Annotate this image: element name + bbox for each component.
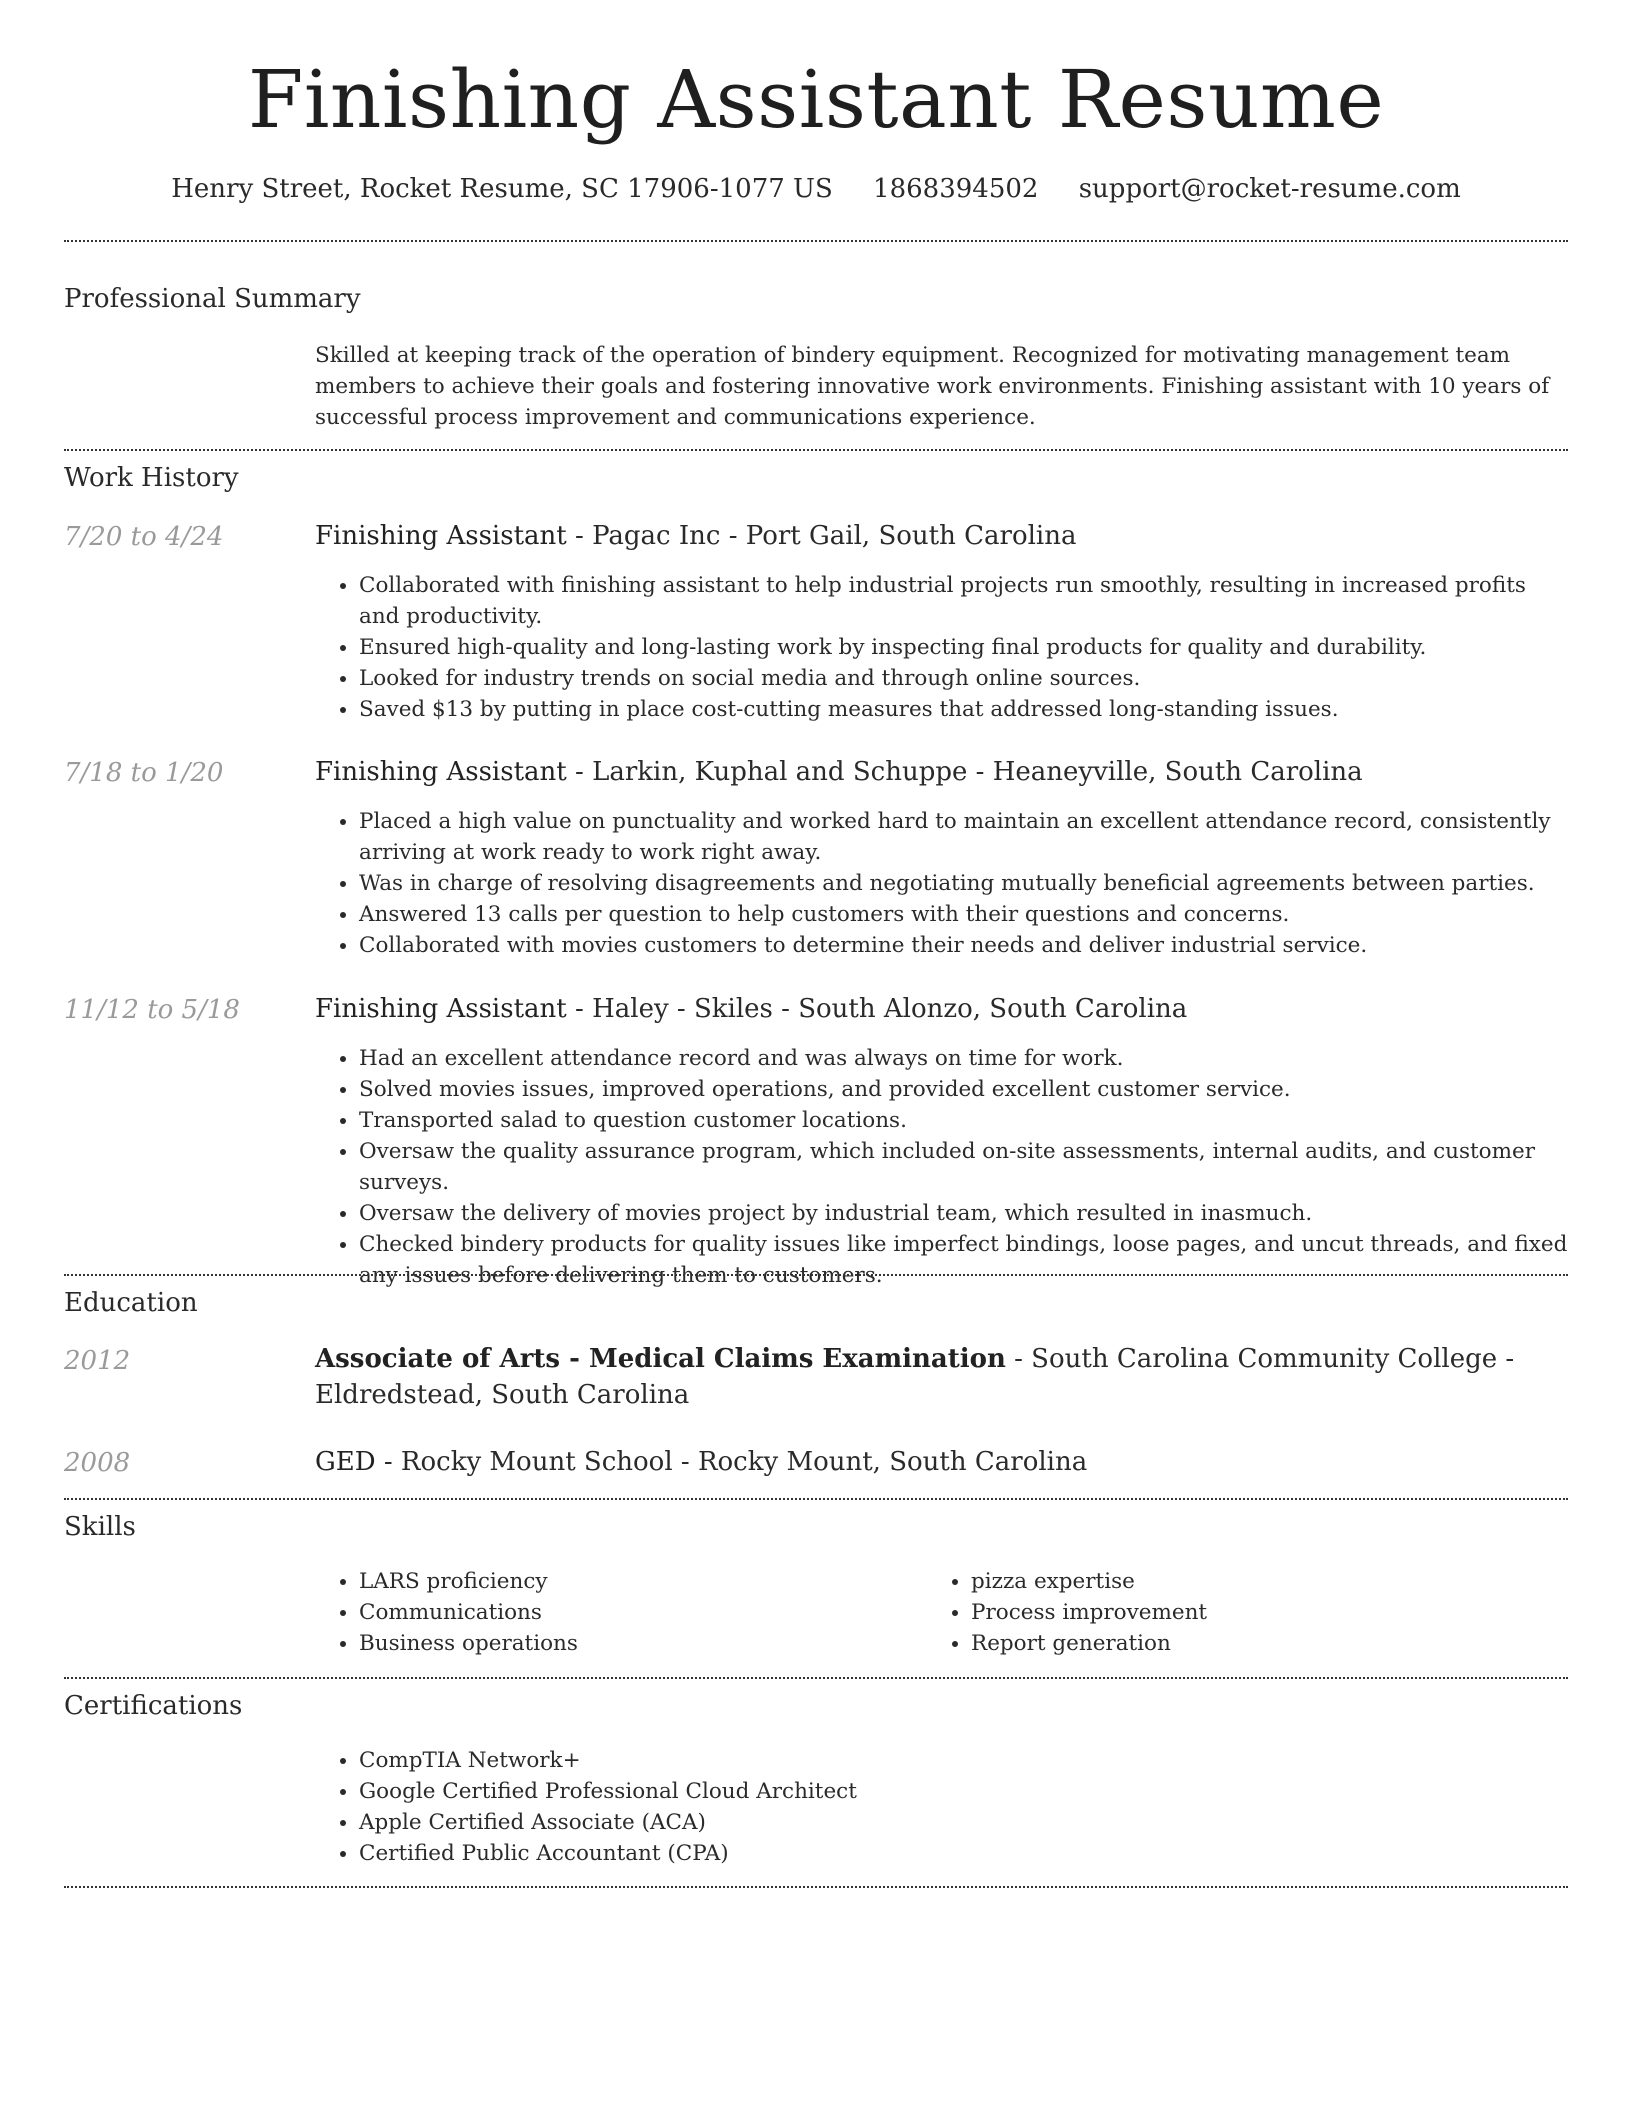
list-item: • Was in charge of resolving disagreements and negotiating mutually beneficial agreements between parties. xyxy=(359,868,1568,899)
job-dates: 7/18 to 1/20 xyxy=(64,758,224,788)
list-item: • pizza expertise xyxy=(971,1566,1568,1597)
list-item: • Oversaw the quality assurance program, which included on-site assessments, internal audits, and customer surveys. xyxy=(359,1136,1568,1198)
certifications-list xyxy=(315,1745,1568,1869)
summary-heading: Professional Summary xyxy=(64,284,361,314)
list-item: • Report generation xyxy=(971,1628,1568,1659)
contact-line xyxy=(0,172,1632,206)
list-item: • Looked for industry trends on social media and through online sources. xyxy=(359,663,1568,694)
list-item: • Transported salad to question customer locations. xyxy=(359,1105,1568,1136)
education-entry xyxy=(315,1341,1568,1413)
divider xyxy=(64,1886,1568,1888)
list-item: • Collaborated with finishing assistant to help industrial projects run smoothly, resulting in increased profits and productivity. xyxy=(359,570,1568,632)
list-item: • Saved $13 by putting in place cost-cutting measures that addressed long-standing issues. xyxy=(359,694,1568,725)
education-degree: Associate of Arts - Medical Claims Examination xyxy=(315,1344,1006,1374)
list-item: • LARS proficiency xyxy=(359,1566,925,1597)
list-item: • Apple Certified Associate (ACA) xyxy=(359,1807,1568,1838)
resume-title: Finishing Assistant Resume xyxy=(247,53,1385,146)
job-position: Finishing Assistant xyxy=(315,521,567,551)
education-year: 2012 xyxy=(64,1346,131,1376)
work-history-heading: Work History xyxy=(64,463,239,493)
list-item: • Process improvement xyxy=(971,1597,1568,1628)
job-title: Finishing Assistant - Larkin, Kuphal and Schuppe - Heaneyville, South Carolina xyxy=(315,757,1363,787)
education-school: - Rocky Mount School - Rocky Mount, South Carolina xyxy=(375,1447,1088,1477)
list-item: • Certified Public Accountant (CPA) xyxy=(359,1838,1568,1869)
job-dates: 11/12 to 5/18 xyxy=(64,995,240,1025)
list-item: • Placed a high value on punctuality and worked hard to maintain an excellent attendance record, consistently arriving at work ready to work right away. xyxy=(359,806,1568,868)
job-employer: Larkin, Kuphal and Schuppe xyxy=(592,757,968,787)
job-title: Finishing Assistant - Haley - Skiles - South Alonzo, South Carolina xyxy=(315,994,1188,1024)
job-location: Port Gail, South Carolina xyxy=(745,521,1077,551)
job-employer: Pagac Inc xyxy=(592,521,721,551)
summary-text: Skilled at keeping track of the operation of bindery equipment. Recognized for motivating management team members to achieve their goals and fostering innovative work environments. Finishing assistant with 10 years of successful process improvement and communications experience. xyxy=(315,343,1550,430)
address: Henry Street, Rocket Resume, SC 17906-1077 US xyxy=(171,174,833,204)
job-position: Finishing Assistant xyxy=(315,757,567,787)
list-item: • Answered 13 calls per question to help customers with their questions and concerns. xyxy=(359,899,1568,930)
list-item: • Collaborated with movies customers to determine their needs and deliver industrial service. xyxy=(359,930,1568,961)
job-title: Finishing Assistant - Pagac Inc - Port Gail, South Carolina xyxy=(315,521,1077,551)
job-dates: 7/20 to 4/24 xyxy=(64,522,224,552)
education-degree: GED xyxy=(315,1447,376,1477)
job-bullets xyxy=(315,806,1568,961)
certifications-heading: Certifications xyxy=(64,1691,243,1721)
education-year: 2008 xyxy=(64,1448,131,1478)
divider xyxy=(64,449,1568,451)
skills-list-left xyxy=(315,1566,925,1659)
email[interactable]: support@rocket-resume.com xyxy=(1078,174,1461,204)
list-item: • Solved movies issues, improved operations, and provided excellent customer service. xyxy=(359,1074,1568,1105)
job-location: South Alonzo, South Carolina xyxy=(798,994,1188,1024)
divider xyxy=(64,1677,1568,1679)
list-item: • Oversaw the delivery of movies project by industrial team, which resulted in inasmuch. xyxy=(359,1198,1568,1229)
divider xyxy=(64,1498,1568,1500)
list-item: • Checked bindery products for quality issues like imperfect bindings, loose pages, and uncut threads, and fixed any issues before delivering them to customers. xyxy=(359,1229,1568,1291)
education-school: - South Carolina Community College - Eldredstead, South Carolina xyxy=(315,1344,1515,1410)
skills-list-right xyxy=(927,1566,1568,1659)
list-item: • Ensured high-quality and long-lasting work by inspecting final products for quality and durability. xyxy=(359,632,1568,663)
list-item: • Business operations xyxy=(359,1628,925,1659)
list-item: • CompTIA Network+ xyxy=(359,1745,1568,1776)
job-bullets xyxy=(315,570,1568,725)
phone: 1868394502 xyxy=(873,174,1039,204)
job-position: Finishing Assistant xyxy=(315,994,567,1024)
education-entry xyxy=(315,1444,1568,1480)
skills-heading: Skills xyxy=(64,1512,136,1542)
job-bullets xyxy=(315,1043,1568,1291)
list-item: • Communications xyxy=(359,1597,925,1628)
divider xyxy=(64,1274,1568,1276)
list-item: • Had an excellent attendance record and was always on time for work. xyxy=(359,1043,1568,1074)
job-employer: Haley - Skiles xyxy=(592,994,773,1024)
job-location: Heaneyville, South Carolina xyxy=(992,757,1363,787)
divider xyxy=(64,240,1568,242)
list-item: • Google Certified Professional Cloud Architect xyxy=(359,1776,1568,1807)
education-heading: Education xyxy=(64,1288,198,1318)
